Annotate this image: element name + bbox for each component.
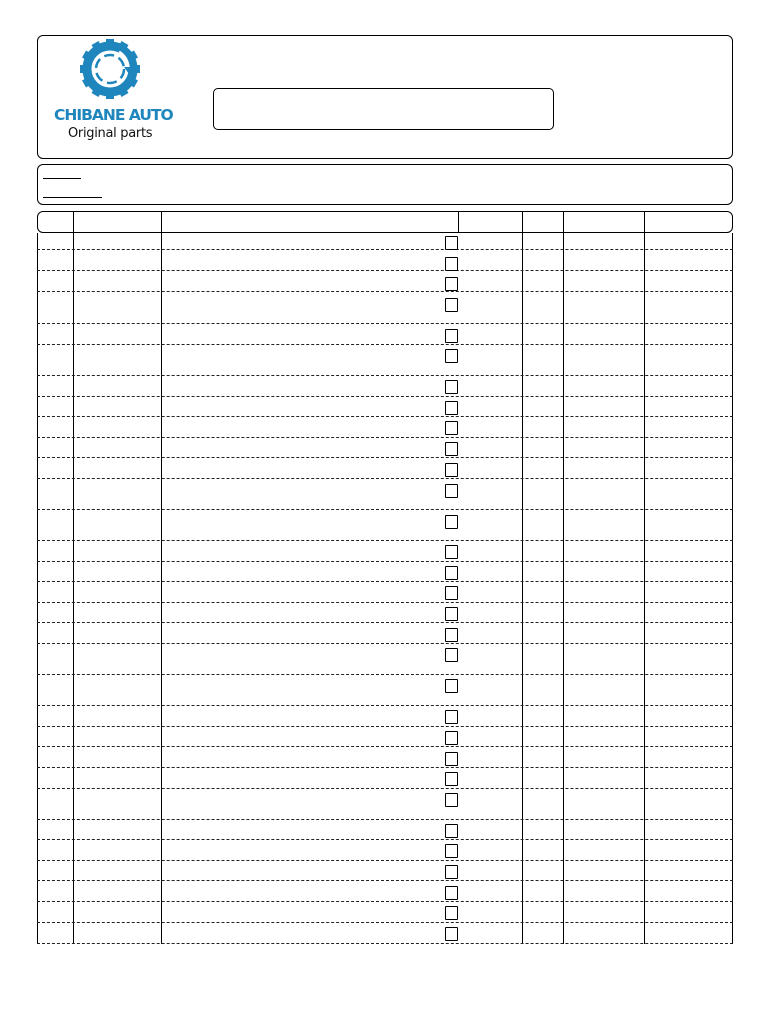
table-row	[37, 860, 733, 861]
table-row	[37, 540, 733, 541]
table-row	[37, 478, 733, 479]
row-checkbox[interactable]	[445, 906, 458, 920]
row-checkbox[interactable]	[445, 648, 458, 662]
row-checkbox[interactable]	[445, 679, 458, 693]
row-checkbox[interactable]	[445, 463, 458, 477]
table-row	[37, 344, 733, 345]
row-checkbox[interactable]	[445, 628, 458, 642]
table-row	[37, 375, 733, 376]
row-checkbox[interactable]	[445, 566, 458, 580]
table-row	[37, 819, 733, 820]
table-row	[37, 249, 733, 250]
table-row	[37, 602, 733, 603]
row-checkbox[interactable]	[445, 607, 458, 621]
row-checkbox[interactable]	[445, 927, 458, 941]
row-checkbox[interactable]	[445, 545, 458, 559]
row-checkbox[interactable]	[445, 886, 458, 900]
row-checkbox[interactable]	[445, 421, 458, 435]
table-row	[37, 509, 733, 510]
row-checkbox[interactable]	[445, 484, 458, 498]
brand-tagline: Original parts	[68, 126, 153, 141]
table-row	[37, 788, 733, 789]
row-checkbox[interactable]	[445, 277, 458, 291]
row-checkbox[interactable]	[445, 515, 458, 529]
table-row	[37, 416, 733, 417]
row-checkbox[interactable]	[445, 257, 458, 271]
table-row	[37, 901, 733, 902]
row-checkbox[interactable]	[445, 844, 458, 858]
table-row	[37, 291, 733, 292]
row-checkbox[interactable]	[445, 442, 458, 456]
table-row	[37, 880, 733, 881]
row-checkbox[interactable]	[445, 824, 458, 838]
table-row	[37, 581, 733, 582]
row-checkbox[interactable]	[445, 586, 458, 600]
table-row	[37, 674, 733, 675]
row-checkbox[interactable]	[445, 865, 458, 879]
row-checkbox[interactable]	[445, 401, 458, 415]
row-checkbox[interactable]	[445, 772, 458, 786]
row-checkbox[interactable]	[445, 380, 458, 394]
row-checkbox[interactable]	[445, 236, 458, 250]
row-checkbox[interactable]	[445, 710, 458, 724]
row-checkbox[interactable]	[445, 793, 458, 807]
table-row	[37, 746, 733, 747]
table-row	[37, 457, 733, 458]
table-row	[37, 561, 733, 562]
table-row	[37, 726, 733, 727]
table-row	[37, 922, 733, 923]
brand-name: CHIBANE AUTO	[54, 106, 173, 124]
table-row	[37, 323, 733, 324]
table-row	[37, 839, 733, 840]
row-checkbox[interactable]	[445, 349, 458, 363]
table-row	[37, 705, 733, 706]
row-checkbox[interactable]	[445, 329, 458, 343]
row-checkbox[interactable]	[445, 298, 458, 312]
table-row	[37, 767, 733, 768]
row-checkbox[interactable]	[445, 752, 458, 766]
table-row	[37, 643, 733, 644]
row-checkbox[interactable]	[445, 731, 458, 745]
table-row	[37, 622, 733, 623]
table-row	[37, 943, 733, 944]
table-row	[37, 437, 733, 438]
table-row	[37, 396, 733, 397]
table-row	[37, 270, 733, 271]
